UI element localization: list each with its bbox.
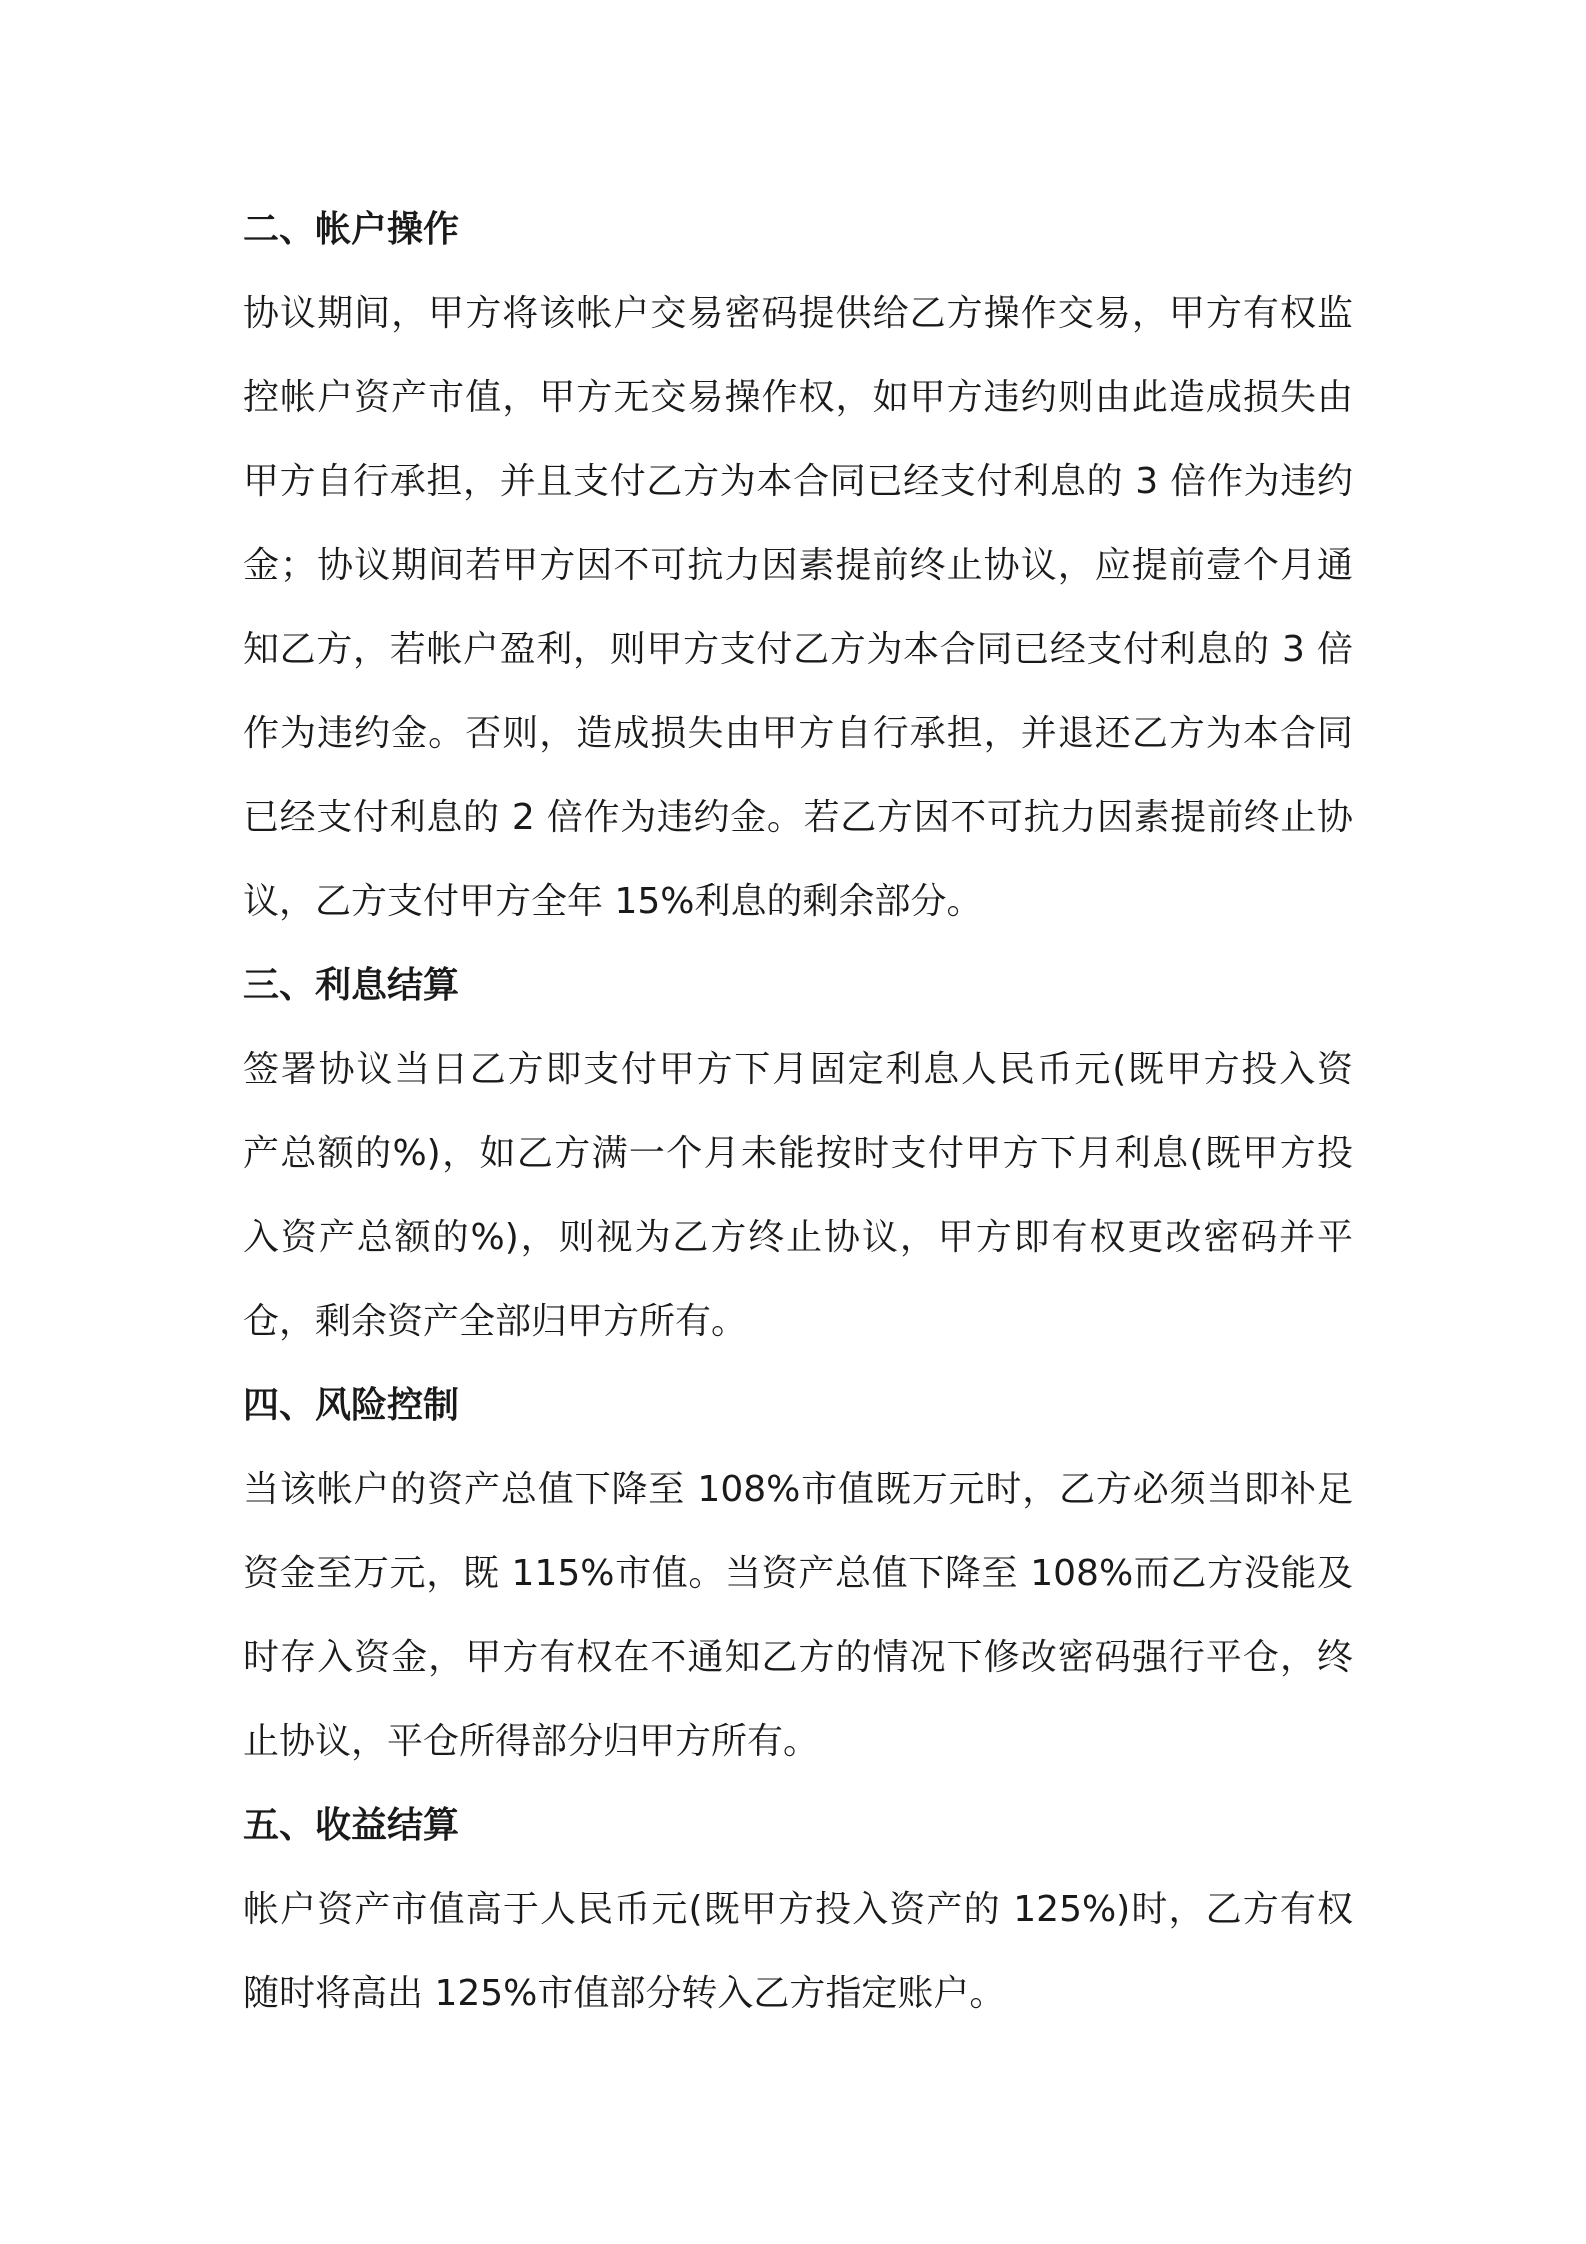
paragraph-line: 资金至万元，既 115%市值。当资产总值下降至 108%而乙方没能及 xyxy=(243,1553,1353,1594)
section-heading: 三、利息结算 xyxy=(243,965,460,1006)
section-interest-settlement xyxy=(243,944,1353,1364)
paragraph-line: 甲方自行承担，并且支付乙方为本合同已经支付利息的 3 倍作为违约 xyxy=(243,461,1353,502)
paragraph-line: 止协议，平仓所得部分归甲方所有。 xyxy=(243,1721,820,1762)
section-heading: 五、收益结算 xyxy=(243,1805,460,1846)
section-heading: 四、风险控制 xyxy=(243,1385,460,1426)
paragraph-line: 入资产总额的%)，则视为乙方终止协议，甲方即有权更改密码并平 xyxy=(243,1217,1353,1258)
paragraph-line: 随时将高出 125%市值部分转入乙方指定账户。 xyxy=(243,1973,1006,2014)
paragraph-line: 时存入资金，甲方有权在不通知乙方的情况下修改密码强行平仓，终 xyxy=(243,1637,1353,1678)
paragraph-line: 知乙方，若帐户盈利，则甲方支付乙方为本合同已经支付利息的 3 倍 xyxy=(243,629,1353,670)
section-account-operation xyxy=(243,188,1353,944)
paragraph-line: 协议期间，甲方将该帐户交易密码提供给乙方操作交易，甲方有权监 xyxy=(243,293,1353,334)
paragraph-line: 已经支付利息的 2 倍作为违约金。若乙方因不可抗力因素提前终止协 xyxy=(243,797,1353,838)
paragraph-line: 帐户资产市值高于人民币元(既甲方投入资产的 125%)时，乙方有权 xyxy=(243,1889,1353,1930)
section-paragraph xyxy=(243,272,1353,944)
paragraph-line: 当该帐户的资产总值下降至 108%市值既万元时，乙方必须当即补足 xyxy=(243,1469,1353,1510)
paragraph-line: 作为违约金。否则，造成损失由甲方自行承担，并退还乙方为本合同 xyxy=(243,713,1353,754)
section-paragraph xyxy=(243,1448,1353,1784)
section-risk-control xyxy=(243,1364,1353,1784)
section-profit-settlement xyxy=(243,1784,1353,2036)
paragraph-line: 签署协议当日乙方即支付甲方下月固定利息人民币元(既甲方投入资 xyxy=(243,1049,1353,1090)
paragraph-line: 产总额的%)，如乙方满一个月未能按时支付甲方下月利息(既甲方投 xyxy=(243,1133,1353,1174)
document-body xyxy=(243,188,1353,2036)
paragraph-line: 控帐户资产市值，甲方无交易操作权，如甲方违约则由此造成损失由 xyxy=(243,377,1353,418)
paragraph-line: 金；协议期间若甲方因不可抗力因素提前终止协议，应提前壹个月通 xyxy=(243,545,1353,586)
section-paragraph xyxy=(243,1868,1353,2036)
section-heading: 二、帐户操作 xyxy=(243,209,460,250)
section-paragraph xyxy=(243,1028,1353,1364)
paragraph-line: 议，乙方支付甲方全年 15%利息的剩余部分。 xyxy=(243,881,983,922)
paragraph-line: 仓，剩余资产全部归甲方所有。 xyxy=(243,1301,748,1342)
